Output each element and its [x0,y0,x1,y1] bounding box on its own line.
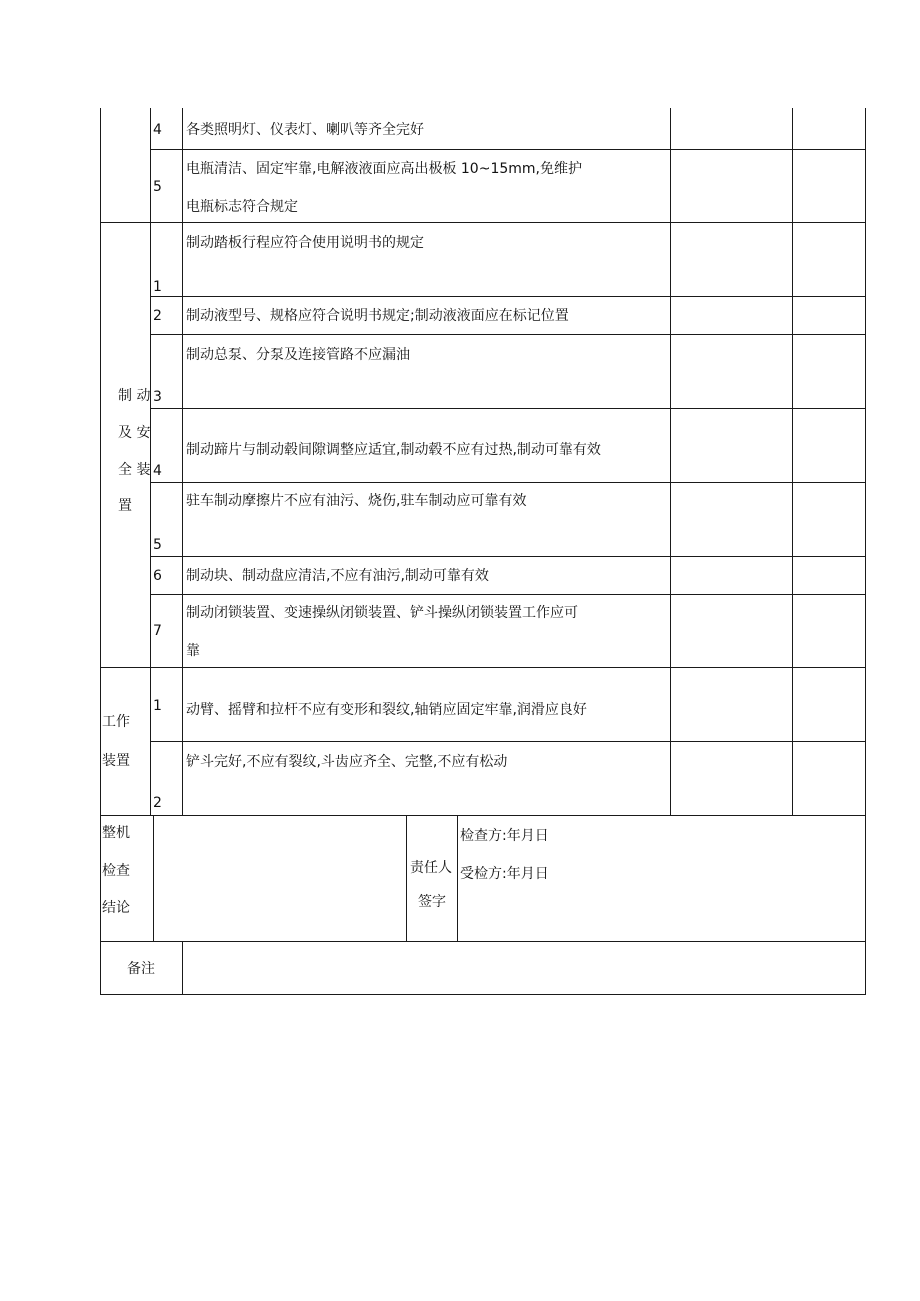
column-divider [182,941,183,995]
item-text: 各类照明灯、仪表灯、喇叭等齐全完好 [186,122,424,138]
column-divider [182,108,183,816]
conclusion-label: 结论 [102,900,130,916]
category-label: 制 动 [118,388,151,404]
item-text: 动臂、摇臂和拉杆不应有变形和裂纹,轴销应固定牢靠,润滑应良好 [186,702,587,718]
inspector-signature-line: 检查方:年月日 [460,828,549,844]
row-divider [150,482,865,483]
signature-label: 签字 [418,894,446,910]
row-divider [150,556,865,557]
category-label: 及 安 [118,425,151,441]
row-number: 5 [153,179,162,195]
row-divider [100,667,865,668]
column-divider [792,108,793,816]
row-divider [100,815,865,816]
remarks-label: 备注 [127,961,155,977]
column-divider [153,815,154,942]
item-text: 铲斗完好,不应有裂纹,斗齿应齐全、完整,不应有松动 [186,754,508,770]
conclusion-label: 整机 [102,825,130,841]
category-label: 工作 [102,714,130,730]
item-text: 制动块、制动盘应清洁,不应有油污,制动可靠有效 [186,568,489,584]
row-number: 7 [153,623,162,639]
row-number: 6 [153,568,162,584]
table-left-border [100,108,101,995]
column-divider [670,108,671,816]
signature-label: 责任人 [410,860,452,876]
row-number: 4 [153,463,162,479]
row-number: 2 [153,308,162,324]
item-text: 制动液型号、规格应符合说明书规定;制动液液面应在标记位置 [186,308,569,324]
inspected-signature-line: 受检方:年月日 [460,866,549,882]
item-text: 电瓶标志符合规定 [186,199,298,215]
column-divider [457,815,458,942]
row-divider [150,594,865,595]
row-number: 1 [153,698,162,714]
item-text: 靠 [186,643,200,659]
row-divider [150,741,865,742]
column-divider [406,815,407,942]
category-label: 装置 [102,753,130,769]
item-text: 电瓶清洁、固定牢靠,电解液液面应高出极板 10~15mm,免维护 [186,161,582,177]
item-text: 制动踏板行程应符合使用说明书的规定 [186,235,424,251]
category-label: 置 [118,498,132,514]
row-number: 3 [153,389,162,405]
row-divider [150,408,865,409]
item-text: 制动蹄片与制动毂间隙调整应适宜,制动毂不应有过热,制动可靠有效 [186,442,601,458]
category-label: 全 装 [118,462,151,478]
row-number: 4 [153,122,162,138]
item-text: 驻车制动摩擦片不应有油污、烧伤,驻车制动应可靠有效 [186,493,527,509]
row-number: 1 [153,279,162,295]
conclusion-label: 检查 [102,863,130,879]
item-text: 制动总泵、分泵及连接管路不应漏油 [186,347,410,363]
row-divider [150,296,865,297]
row-divider [100,941,865,942]
row-divider [150,334,865,335]
row-number: 5 [153,537,162,553]
row-number: 2 [153,795,162,811]
table-right-border [865,108,866,995]
table-bottom-border [100,994,866,995]
row-divider [150,149,865,150]
item-text: 制动闭锁装置、变速操纵闭锁装置、铲斗操纵闭锁装置工作应可 [186,605,578,621]
row-divider [100,222,865,223]
